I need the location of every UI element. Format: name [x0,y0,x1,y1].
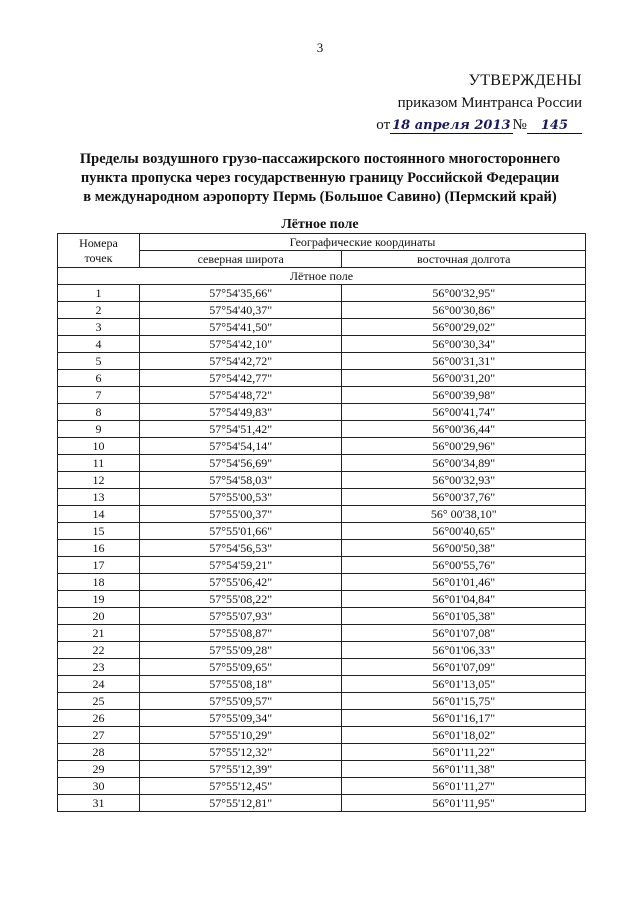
table-row [58,387,586,404]
latitude-cell: 57°55'09,34" [139,710,342,727]
longitude-cell: 56°01'05,38" [342,608,586,625]
point-number-cell: 22 [58,642,140,659]
table-row [58,608,586,625]
table-row [58,676,586,693]
point-number-cell: 18 [58,574,140,591]
table-row [58,319,586,336]
longitude-cell: 56°00'34,89" [342,455,586,472]
point-number-cell: 3 [58,319,140,336]
point-number-cell: 27 [58,727,140,744]
longitude-cell: 56°00'36,44" [342,421,586,438]
table-row [58,336,586,353]
longitude-cell: 56°00'31,20" [342,370,586,387]
header-geo: Географические координаты [139,234,585,251]
table-row [58,404,586,421]
table-row [58,795,586,812]
table-row [58,710,586,727]
point-number-cell: 5 [58,353,140,370]
longitude-cell: 56°00'55,76" [342,557,586,574]
latitude-cell: 57°55'12,39" [139,761,342,778]
longitude-cell: 56°01'04,84" [342,591,586,608]
header-latitude: северная широта [139,251,342,268]
longitude-cell: 56°00'30,34" [342,336,586,353]
latitude-cell: 57°54'58,03" [139,472,342,489]
latitude-cell: 57°54'42,77" [139,370,342,387]
latitude-cell: 57°54'54,14" [139,438,342,455]
point-number-cell: 1 [58,285,140,302]
table-row [58,557,586,574]
longitude-cell: 56°01'15,75" [342,693,586,710]
table-row [58,727,586,744]
table-row [58,455,586,472]
page-number: 3 [316,40,324,55]
longitude-cell: 56°01'07,08" [342,625,586,642]
latitude-cell: 57°55'09,28" [139,642,342,659]
point-number-cell: 11 [58,455,140,472]
longitude-cell: 56°00'37,76" [342,489,586,506]
document-subtitle: Лётное поле [281,217,359,232]
longitude-cell: 56°00'50,38" [342,540,586,557]
date-prefix: от [376,117,391,133]
point-number-cell: 13 [58,489,140,506]
point-number-cell: 19 [58,591,140,608]
longitude-cell: 56°01'11,27" [342,778,586,795]
title-line: пункта пропуска через государственную границу Российской Федерации [80,170,560,186]
latitude-cell: 57°55'00,37" [139,506,342,523]
point-number-cell: 23 [58,659,140,676]
point-number-cell: 14 [58,506,140,523]
approval-title: УТВЕРЖДЕНЫ [468,72,582,89]
table-row [58,421,586,438]
longitude-cell: 56°00'40,65" [342,523,586,540]
title-line: Пределы воздушного грузо-пассажирского постоянного многостороннего [79,151,561,167]
longitude-cell: 56°01'18,02" [342,727,586,744]
latitude-cell: 57°55'08,18" [139,676,342,693]
point-number-cell: 17 [58,557,140,574]
number-prefix: № [512,117,527,133]
latitude-cell: 57°55'12,32" [139,744,342,761]
point-number-cell: 28 [58,744,140,761]
latitude-cell: 57°54'56,53" [139,540,342,557]
table-row [58,625,586,642]
longitude-cell: 56°00'29,02" [342,319,586,336]
longitude-cell: 56° 00'38,10" [342,506,586,523]
point-number-cell: 8 [58,404,140,421]
latitude-cell: 57°54'42,10" [139,336,342,353]
latitude-cell: 57°55'08,22" [139,591,342,608]
latitude-cell: 57°55'01,66" [139,523,342,540]
longitude-cell: 56°01'13,05" [342,676,586,693]
latitude-cell: 57°54'51,42" [139,421,342,438]
point-number-cell: 6 [58,370,140,387]
approval-block [376,70,582,137]
table-row [58,659,586,676]
table-row [58,438,586,455]
longitude-cell: 56°00'41,74" [342,404,586,421]
point-number-cell: 21 [58,625,140,642]
table-row [58,778,586,795]
latitude-cell: 57°55'06,42" [139,574,342,591]
table-row [58,489,586,506]
section-row: Лётное поле [58,268,586,285]
table-row [58,540,586,557]
longitude-cell: 56°00'29,96" [342,438,586,455]
point-number-cell: 4 [58,336,140,353]
latitude-cell: 57°54'59,21" [139,557,342,574]
latitude-cell: 57°55'12,81" [139,795,342,812]
point-number-cell: 7 [58,387,140,404]
latitude-cell: 57°55'00,53" [139,489,342,506]
latitude-cell: 57°55'09,57" [139,693,342,710]
header-point-line2: точек [84,250,113,265]
table-row [58,761,586,778]
point-number-cell: 16 [58,540,140,557]
approval-by: приказом Минтранса России [397,95,582,111]
longitude-cell: 56°00'32,95" [342,285,586,302]
latitude-cell: 57°54'42,72" [139,353,342,370]
longitude-cell: 56°01'11,22" [342,744,586,761]
longitude-cell: 56°00'39,98" [342,387,586,404]
header-longitude: восточная долгота [342,251,586,268]
latitude-cell: 57°54'56,69" [139,455,342,472]
longitude-cell: 56°01'01,46" [342,574,586,591]
table-row [58,370,586,387]
header-point-line1: Номера [79,235,118,250]
coordinates-table [57,233,586,812]
longitude-cell: 56°00'32,93" [342,472,586,489]
table-row [58,472,586,489]
point-number-cell: 15 [58,523,140,540]
latitude-cell: 57°54'49,83" [139,404,342,421]
longitude-cell: 56°01'07,09" [342,659,586,676]
latitude-cell: 57°54'40,37" [139,302,342,319]
handwritten-number: 145 [527,118,582,134]
longitude-cell: 56°01'11,95" [342,795,586,812]
header-point-number [58,234,140,268]
point-number-cell: 2 [58,302,140,319]
handwritten-date: 18 апреля 2013 [392,118,511,133]
point-number-cell: 29 [58,761,140,778]
point-number-cell: 31 [58,795,140,812]
table-row [58,302,586,319]
point-number-cell: 24 [58,676,140,693]
table-row [58,285,586,302]
table-row [58,353,586,370]
document-title [40,150,600,207]
title-line: в международном аэропорту Пермь (Большое Савино) (Пермский край) [83,189,557,205]
table-row [58,574,586,591]
latitude-cell: 57°55'08,87" [139,625,342,642]
longitude-cell: 56°00'30,86" [342,302,586,319]
latitude-cell: 57°54'48,72" [139,387,342,404]
approval-order-line [376,114,582,137]
point-number-cell: 9 [58,421,140,438]
latitude-cell: 57°54'35,66" [139,285,342,302]
longitude-cell: 56°01'16,17" [342,710,586,727]
latitude-cell: 57°55'12,45" [139,778,342,795]
table-row [58,523,586,540]
point-number-cell: 20 [58,608,140,625]
longitude-cell: 56°01'11,38" [342,761,586,778]
table-row [58,693,586,710]
table-row [58,744,586,761]
latitude-cell: 57°55'09,65" [139,659,342,676]
point-number-cell: 10 [58,438,140,455]
point-number-cell: 26 [58,710,140,727]
point-number-cell: 30 [58,778,140,795]
table-row [58,591,586,608]
table-row [58,642,586,659]
latitude-cell: 57°55'07,93" [139,608,342,625]
table-row [58,506,586,523]
longitude-cell: 56°00'31,31" [342,353,586,370]
point-number-cell: 12 [58,472,140,489]
point-number-cell: 25 [58,693,140,710]
latitude-cell: 57°55'10,29" [139,727,342,744]
longitude-cell: 56°01'06,33" [342,642,586,659]
latitude-cell: 57°54'41,50" [139,319,342,336]
